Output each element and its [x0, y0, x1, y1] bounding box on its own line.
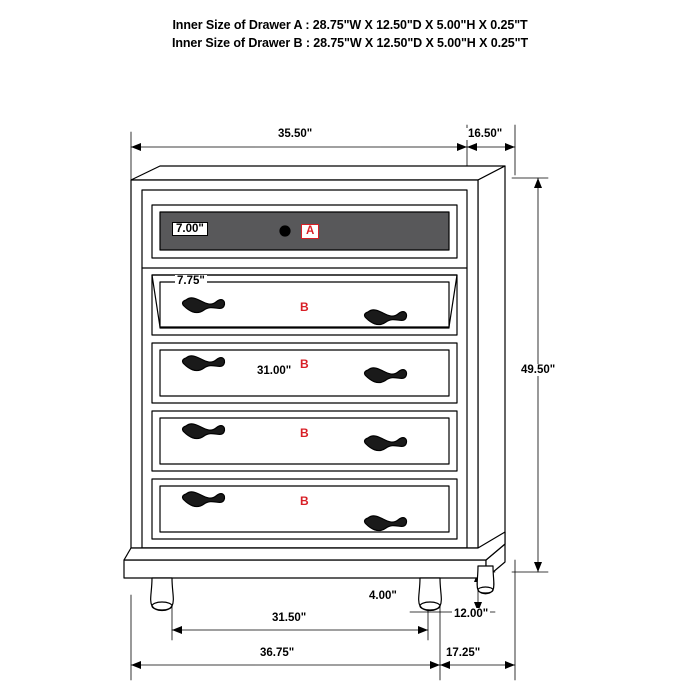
dim-overall-height: 49.50": [521, 364, 556, 376]
dim-overall-depth: 17.25": [446, 647, 481, 659]
dim-leg-height: 4.00": [369, 590, 397, 602]
marker-drawer-b-1: B: [300, 300, 309, 314]
marker-drawer-b-3: B: [300, 426, 309, 440]
dim-top-width: 35.50": [278, 128, 313, 140]
dim-media-opening-height: 7.00": [172, 222, 208, 236]
dim-drawer-front-height: 7.75": [177, 275, 205, 287]
note-drawer-b: Inner Size of Drawer B : 28.75"W X 12.50"D X 5.00"H X 0.25"T: [171, 36, 529, 50]
marker-drawer-a: A: [301, 224, 319, 239]
note-drawer-a: Inner Size of Drawer A : 28.75"W X 12.50"D X 5.00"H X 0.25"T: [172, 18, 528, 32]
dim-base-depth: 12.00": [454, 608, 489, 620]
dim-base-width: 31.50": [272, 612, 307, 624]
marker-drawer-b-2: B: [300, 357, 309, 371]
dim-drawer-inner-width: 31.00": [257, 365, 292, 377]
dim-top-depth: 16.50": [468, 128, 503, 140]
marker-drawer-b-4: B: [300, 494, 309, 508]
dim-overall-width: 36.75": [260, 647, 295, 659]
